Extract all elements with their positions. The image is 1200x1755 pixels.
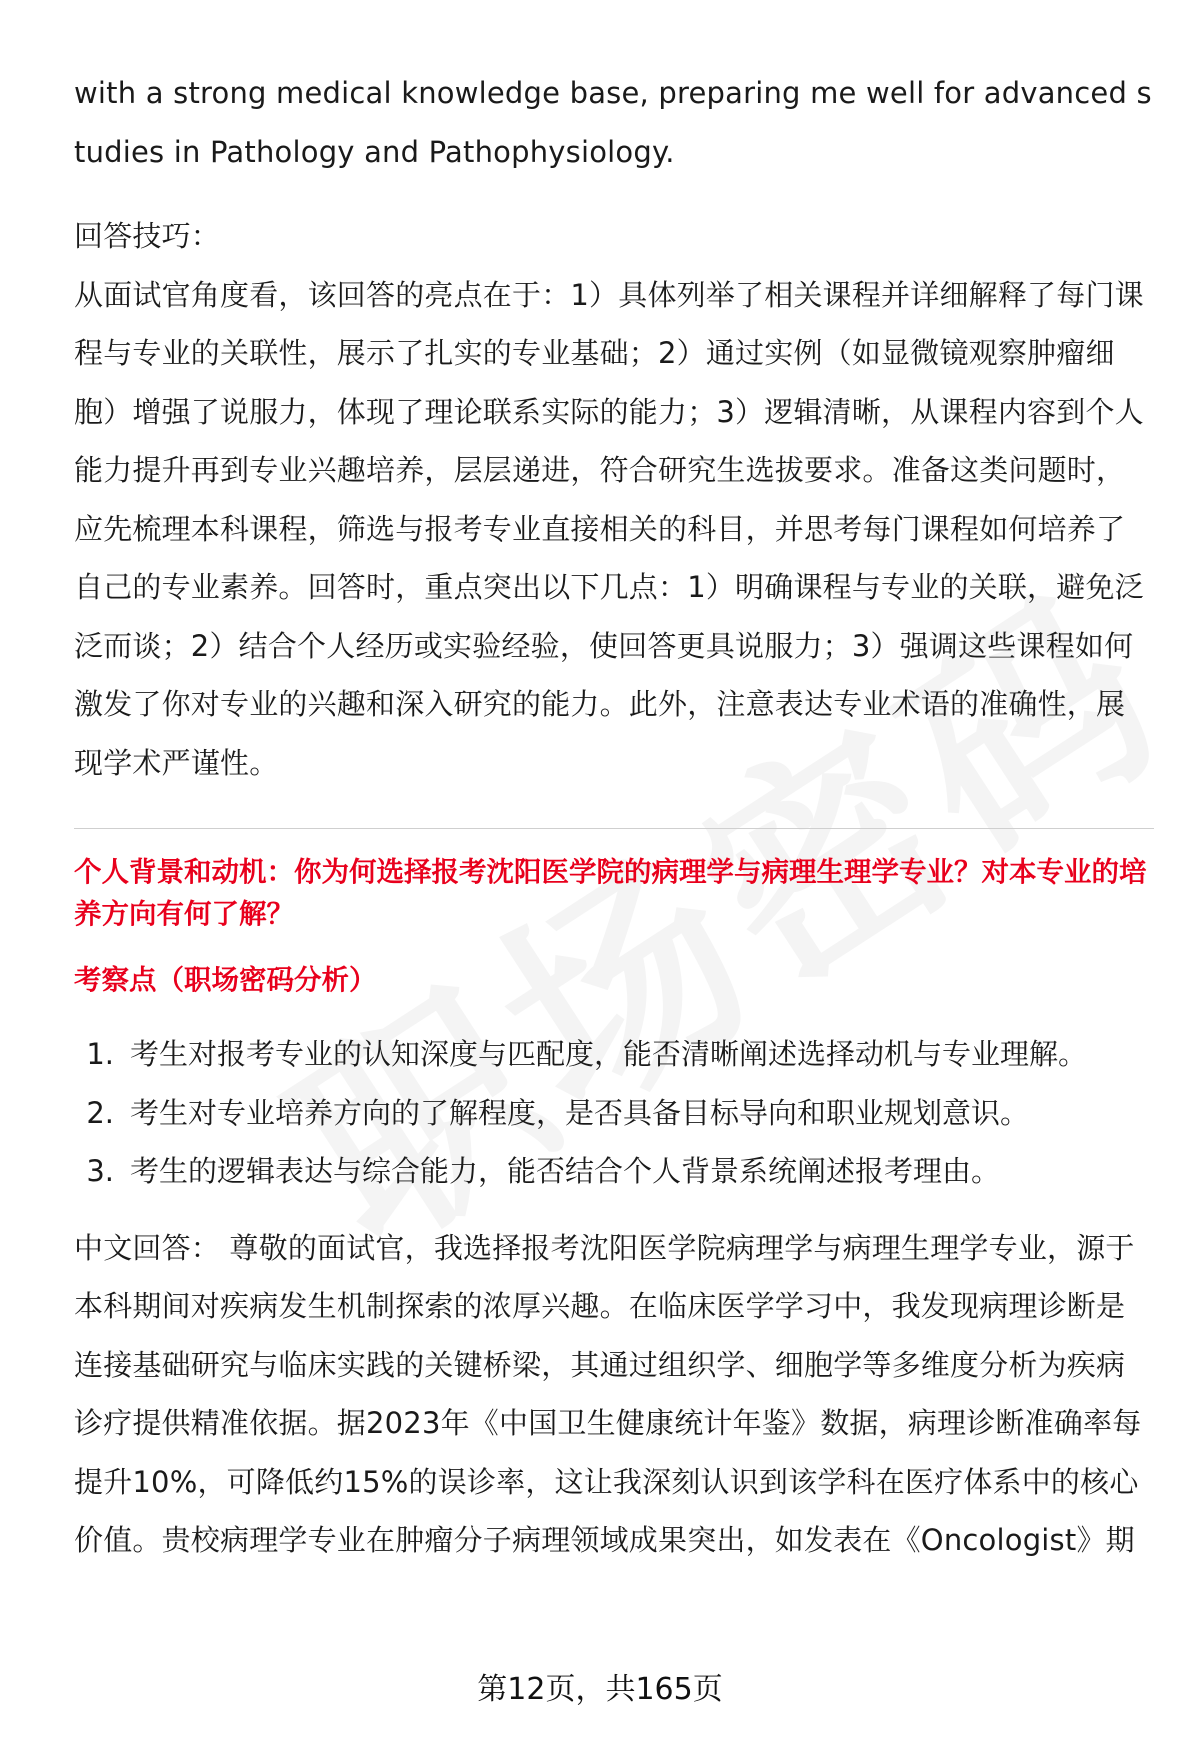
key-points-title: 考察点（职场密码分析）	[74, 964, 377, 996]
list-item-text: 考生对报考专业的认知深度与匹配度，能否清晰阐述选择动机与专业理解。	[130, 1037, 1088, 1071]
tips-body: 从面试官角度看，该回答的亮点在于：1）具体列举了相关课程并详细解释了每门课程与专业的关联性，展示了扎实的专业基础；2）通过实例（如显微镜观察肿瘤细胞）增强了说服力，体现了理论联系实际的能力；3）逻辑清晰，从课程内容到个人能力提升再到专业兴趣培养，层层递进，符合研究生选拔要求。准备这类问题时，应先梳理本科课程，筛选与报考专业直接相关的科目，并思考每门课程如何培养了自己的专业素养。回答时，重点突出以下几点：1）明确课程与专业的关联，避免泛泛而谈；2）结合个人经历或实验经验，使回答更具说服力；3）强调这些课程如何激发了你对专业的兴趣和深入研究的能力。此外，注意表达专业术语的准确性，展现学术严谨性。	[74, 277, 1144, 780]
list-item-text: 考生的逻辑表达与综合能力，能否结合个人背景系统阐述报考理由。	[130, 1154, 1001, 1188]
list-item	[74, 1084, 1154, 1143]
page-number-footer: 第12页，共165页	[477, 1672, 723, 1707]
list-item	[74, 1025, 1154, 1084]
list-item	[74, 1142, 1154, 1201]
list-item-text: 考生对专业培养方向的了解程度，是否具备目标导向和职业规划意识。	[130, 1095, 1030, 1130]
list-item-number: 1.	[86, 1037, 114, 1071]
section-divider	[74, 828, 1154, 829]
question-heading: 个人背景和动机：你为何选择报考沈阳医学院的病理学与病理生理学专业？对本专业的培养方向有何了解？	[74, 856, 1147, 930]
document-page	[74, 64, 1154, 1570]
key-points-list	[74, 1025, 1154, 1201]
intro-paragraph: with a strong medical knowledge base, preparing me well for advanced studies in Pathology and Pathophysiology.	[74, 76, 1152, 169]
answer-paragraph: 中文回答： 尊敬的面试官，我选择报考沈阳医学院病理学与病理生理学专业，源于本科期间对疾病发生机制探索的浓厚兴趣。在临床医学学习中，我发现病理诊断是连接基础研究与临床实践的关键桥梁，其通过组织学、细胞学等多维度分析为疾病诊疗提供精准依据。据2023年《中国卫生健康统计年鉴》数据，病理诊断准确率每提升10%，可降低约15%的误诊率，这让我深刻认识到该学科在医疗体系中的核心价值。贵校病理学专业在肿瘤分子病理领域成果突出，如发表在《Oncologist》期	[74, 1230, 1142, 1557]
list-item-number: 3.	[86, 1154, 114, 1188]
tips-label: 回答技巧：	[74, 219, 221, 253]
list-item-number: 2.	[86, 1095, 114, 1130]
